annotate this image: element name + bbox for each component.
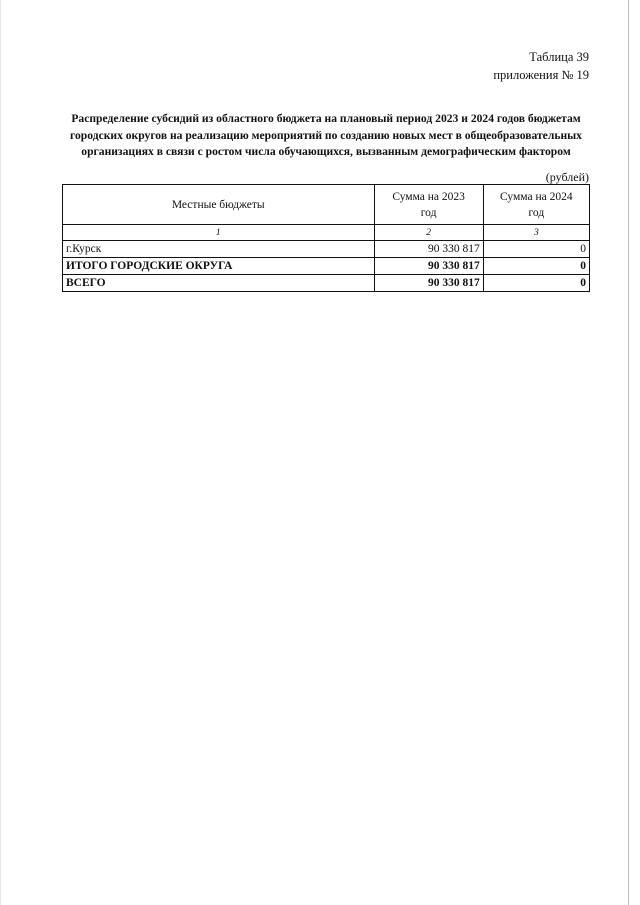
row-value-2024: 0 (483, 241, 589, 258)
table-row (63, 241, 590, 258)
units-label: (рублей) (545, 170, 589, 184)
column-number-2: 2 (374, 225, 483, 241)
row-value-2024: 0 (483, 275, 589, 292)
row-value-2023: 90 330 817 (374, 258, 483, 275)
page-edge-left (0, 0, 1, 905)
table-row-total (63, 275, 590, 292)
table-reference (493, 48, 589, 84)
row-name: г.Курск (63, 241, 375, 258)
column-header-2024: Сумма на 2024 год (483, 185, 589, 225)
column-number-3: 3 (483, 225, 589, 241)
column-header-2023: Сумма на 2023 год (374, 185, 483, 225)
table-header-row (63, 185, 590, 225)
column-header-budgets: Местные бюджеты (63, 185, 375, 225)
document-title: Распределение субсидий из областного бюджета на плановый период 2023 и 2024 годов бюджетам городских округов на реализацию мероприятий по созданию новых мест в общеобразовательных организациях в связи с ростом числа обучающихся, вызванным демографическим фактором (70, 112, 582, 158)
column-number-1: 1 (63, 225, 375, 241)
subsidy-table (62, 184, 590, 292)
row-value-2024: 0 (483, 258, 589, 275)
row-name: ИТОГО ГОРОДСКИЕ ОКРУГА (63, 258, 375, 275)
row-value-2023: 90 330 817 (374, 275, 483, 292)
appendix-number: приложения № 19 (493, 68, 589, 82)
row-name: ВСЕГО (63, 275, 375, 292)
column-number-row (63, 225, 590, 241)
table-row-subtotal (63, 258, 590, 275)
table-number: Таблица 39 (529, 50, 589, 64)
page-edge-right (628, 0, 629, 905)
row-value-2023: 90 330 817 (374, 241, 483, 258)
